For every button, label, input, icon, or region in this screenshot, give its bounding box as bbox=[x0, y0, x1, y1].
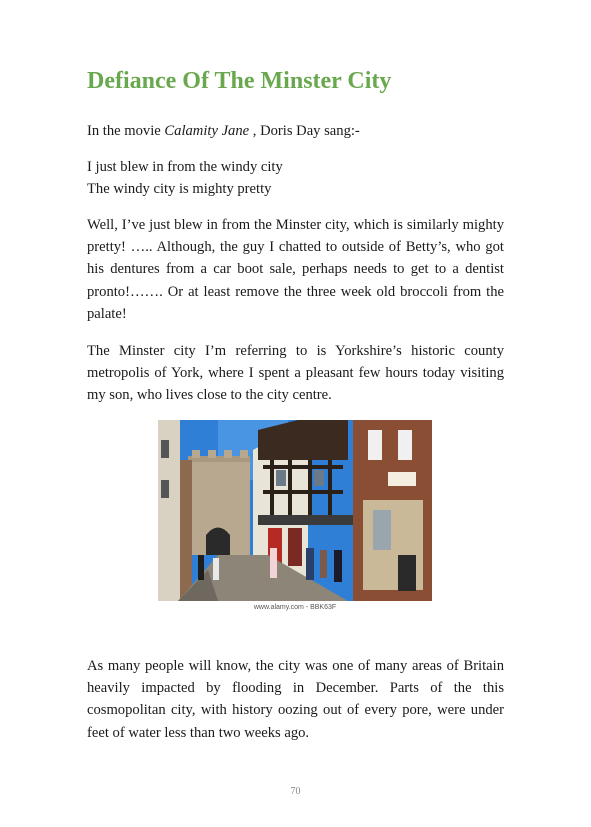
intro-text-after: , Doris Day sang:- bbox=[249, 123, 360, 139]
lyric-line: The windy city is mighty pretty bbox=[87, 181, 272, 198]
paragraph-york: The Minster city I’m referring to is Yorkshire’s historic county metropolis of York, where I spent a pleasant few hours today visiting my son, who lives close to the city centre. bbox=[87, 343, 504, 404]
page-number: 70 bbox=[290, 786, 301, 797]
film-title: Calamity Jane bbox=[164, 123, 250, 139]
intro-text-before: In the movie bbox=[87, 123, 165, 139]
intro-paragraph bbox=[87, 120, 504, 142]
photo-credit: www.alamy.com - BBK63F bbox=[253, 604, 337, 611]
paragraph-flooding: As many people will know, the city was one of many areas of Britain heavily impacted by flooding in December. Parts of the this cosmopolitan city, with history oozing out of every pore, were under feet of water less than two weeks ago. bbox=[87, 658, 504, 741]
york-street-photo bbox=[158, 420, 432, 601]
paragraph-minster-visit: Well, I’ve just blew in from the Minster city, which is similarly mighty pretty! ….. Although, the guy I chatted to outside of Betty’s, who got his dentures from a car boot sale, perhaps needs to get to a dentist pronto!……. Or at least remove the three week old broccoli from the palate! bbox=[87, 217, 504, 322]
lyric-line: I just blew in from the windy city bbox=[87, 159, 283, 175]
page-title: Defiance Of The Minster City bbox=[87, 68, 392, 94]
lyrics-block bbox=[87, 156, 504, 200]
